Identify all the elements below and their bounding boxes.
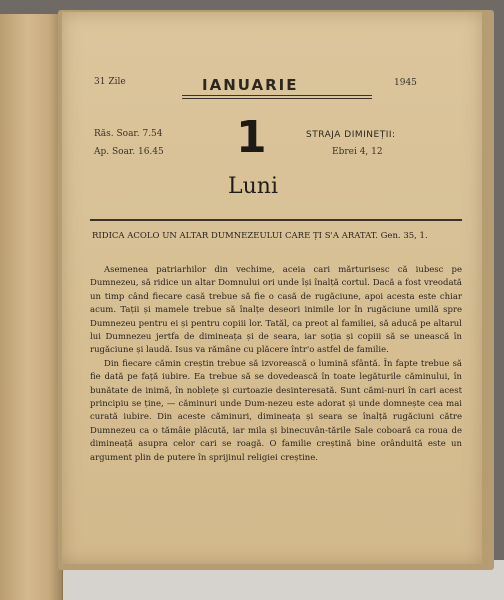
verse-heading: RIDICA ACOLO UN ALTAR DUMNEZEULUI CARE ȚI S'A ARATAT. Gen. 35, 1. <box>92 231 428 241</box>
weekday-name: Luni <box>228 174 278 199</box>
paragraph: Asemenea patriarhilor din vechime, aceia cari mărturisesc că iubesc pe Dumnezeu, să ridice un altar Domnului ori unde își înalță cortul. Dacă a fost vreodată un timp când fiecare casă trebue să fie o casă de rugăciune, apoi acesta este chiar acum. Tații și mamele trebue să înalțe deseori inimile lor în rugăciune umilă spre Dumnezeu pentru ei și pentru copiii lor. Tatăl, ca preot al familiei, să aducă pe altarul lui Dumnezeu jertfa de dimineața și de seara, iar soția și copiii să se unească în rugăciune și laudă. Isus va rămâne cu plăcere într'o astfel de familie. <box>90 265 462 356</box>
book-spine <box>0 14 63 600</box>
paragraph: Din fiecare cămin creștin trebue să izvorească o lumină sfântă. În fapte trebue să fie dată pe față iubire. Ea trebue să se dovedească în toate legăturile căminului, în bunătate de inimă, în noblețe și curtoazie desinteresată. Sunt cămi-nuri în cari acest principiu se ține, — căminuri unde Dum-nezeu este adorat și unde domnește cea mai curată iubire. Din aceste căminuri, dimineața și seara se înalță rugăciuni către Dumnezeu ca o tămâie plăcută, iar mila și binecuvân-tările Sale coboară ca roua de dimineață asupra celor cari se roagă. O familie creștină bine orânduită este un argument plin de putere în sprijinul religiei creștine. <box>90 358 462 463</box>
sunset-time: Ap. Soar. 16.45 <box>94 147 164 157</box>
header-rule-bottom <box>182 98 372 99</box>
reading-title: STRAJA DIMINEȚII: <box>306 130 396 140</box>
section-divider <box>90 219 462 221</box>
devotional-body <box>90 264 462 465</box>
reading-reference: Ebrei 4, 12 <box>332 147 383 157</box>
month-title: IANUARIE <box>202 76 299 94</box>
sunrise-time: Răs. Soar. 7.54 <box>94 129 163 139</box>
year-label: 1945 <box>394 78 417 88</box>
header-rule-top <box>182 95 372 96</box>
day-number: 1 <box>236 112 267 163</box>
days-count-label: 31 Zile <box>94 77 126 87</box>
calendar-page <box>62 12 482 564</box>
